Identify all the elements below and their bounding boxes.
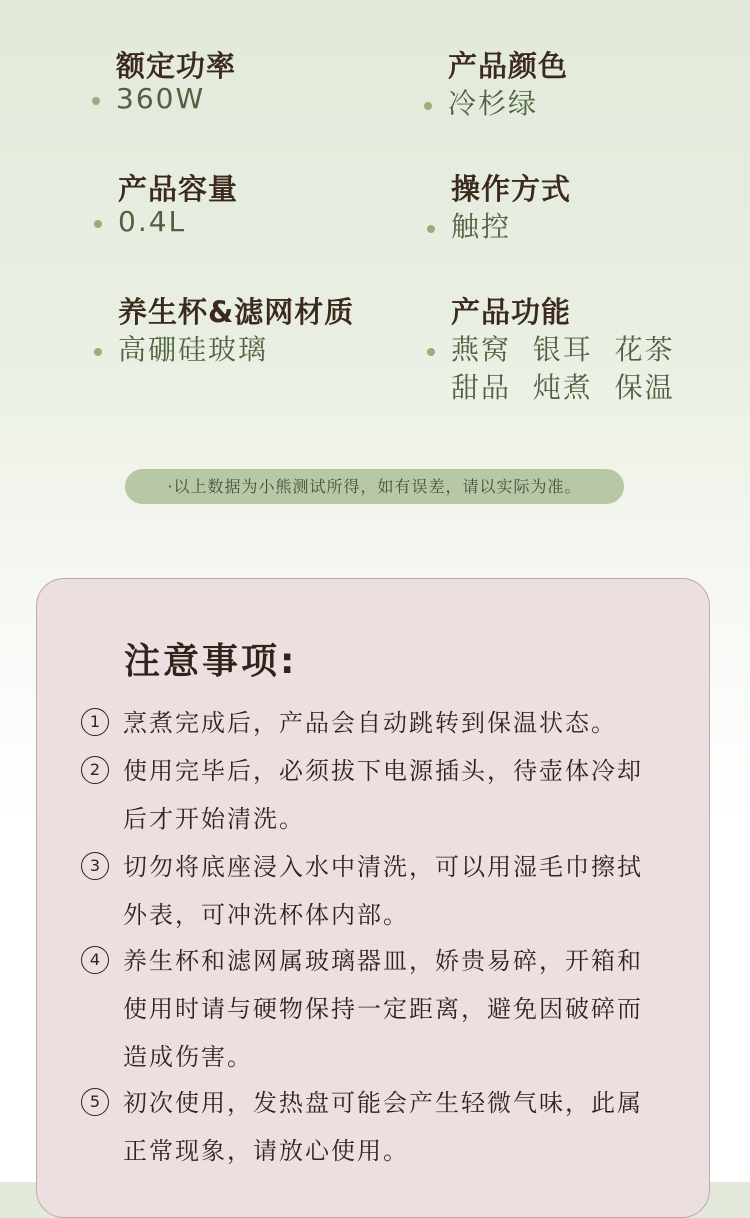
spec-value: 0.4L (118, 205, 187, 238)
spec-label: 产品容量 (118, 172, 239, 206)
circled-number: 1 (81, 708, 109, 736)
spec-value: 触控 (451, 210, 512, 243)
bullet-dot (94, 348, 102, 356)
bullet-dot (427, 348, 435, 356)
note-text: 烹煮完成后，产品会自动跳转到保温状态。 (123, 709, 617, 737)
spec-value: 360W (116, 82, 206, 115)
note-text: 切勿将底座浸入水中清洗，可以用湿毛巾擦拭外表，可冲洗杯体内部。 (123, 853, 643, 929)
bullet-dot (424, 102, 432, 110)
note-text: 养生杯和滤网属玻璃器皿，娇贵易碎，开箱和使用时请与硬物保持一定距离，避免因破碎而造成伤害。 (123, 947, 643, 1071)
notice-card (36, 578, 710, 1218)
spec-label: 养生杯&滤网材质 (118, 295, 355, 329)
spec-value: 燕窝 银耳 花茶 (451, 333, 675, 366)
spec-label: 操作方式 (451, 172, 572, 206)
bullet-dot (92, 97, 100, 105)
spec-value: 高硼硅玻璃 (118, 333, 269, 366)
bullet-dot (427, 225, 435, 233)
notice-title: 注意事项: (124, 641, 298, 682)
disclaimer-badge: ·以上数据为小熊测试所得，如有误差，请以实际为准。 (125, 469, 624, 504)
spec-value: 冷杉绿 (448, 87, 539, 120)
spec-label: 额定功率 (116, 49, 237, 83)
spec-value-line2: 甜品 炖煮 保温 (451, 371, 675, 404)
bullet-dot (94, 220, 102, 228)
circled-number: 5 (81, 1088, 109, 1116)
note-text: 初次使用，发热盘可能会产生轻微气味，此属正常现象，请放心使用。 (123, 1089, 643, 1165)
circled-number: 2 (81, 756, 109, 784)
spec-label: 产品颜色 (448, 49, 569, 83)
circled-number: 4 (81, 946, 109, 974)
note-text: 使用完毕后，必须拔下电源插头，待壶体冷却后才开始清洗。 (123, 757, 643, 833)
spec-label: 产品功能 (451, 295, 572, 329)
circled-number: 3 (81, 852, 109, 880)
